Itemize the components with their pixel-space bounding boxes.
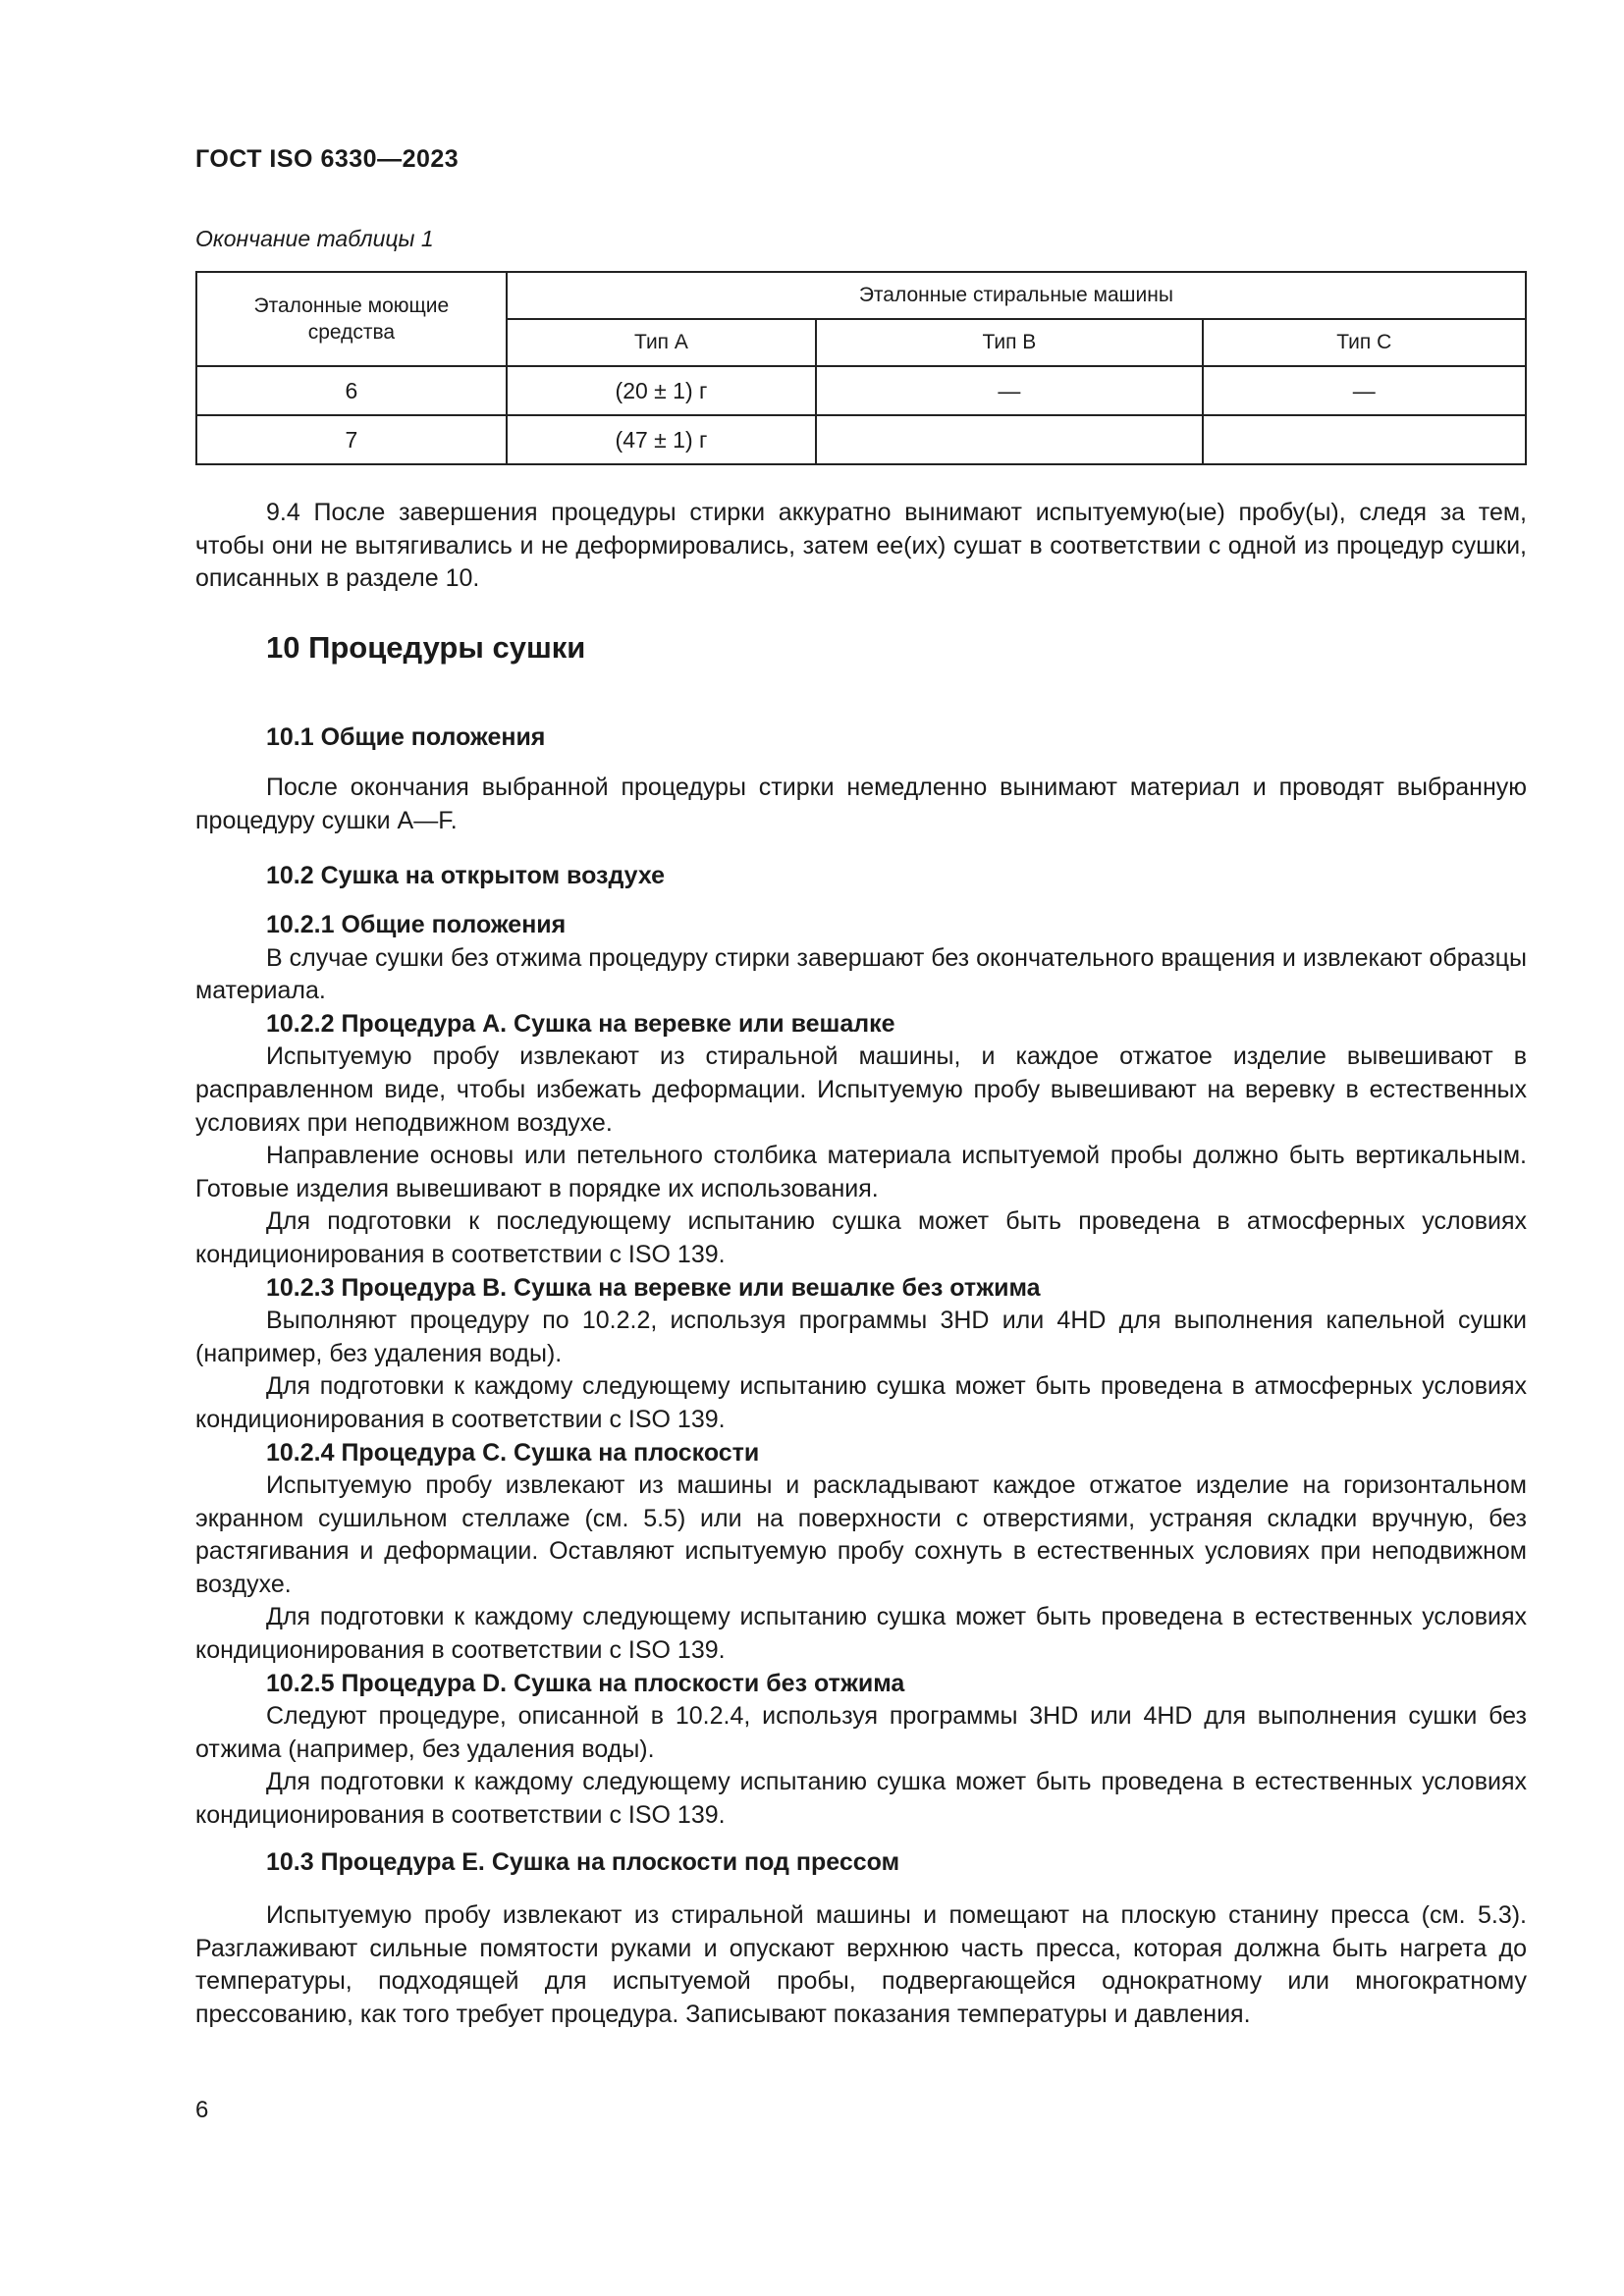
table-row [196,415,1526,464]
text-10-2-3-p2: Для подготовки к каждому следующему испытанию сушка может быть проведена в атмосферных условиях кондиционирования в соответствии с ISO 139. [195,1372,1527,1433]
table-cell-detergent: 7 [196,415,507,464]
subsection-10-1-heading: 10.1 Общие положения [266,723,546,751]
document-header: ГОСТ ISO 6330—2023 [195,145,460,173]
heading-10-2-2: 10.2.2 Процедура А. Сушка на веревке или вешалке [266,1009,895,1038]
paragraph-9-4: 9.4 После завершения процедуры стирки аккуратно вынимают испытуемую(ые) пробу(ы), следя за тем, чтобы они не вытягивались и не деформировались, затем ее(их) сушат в соответствии с одной из процедур сушки, описанных в разделе 10. [195,499,1527,593]
table-header-type-b: Тип В [816,319,1202,366]
table-cell-type-c: — [1203,366,1526,415]
subsection-10-3-text: Испытуемую пробу извлекают из стиральной машины и помещают на плоскую станину пресса (см. 5.3). Разглаживают сильные помятости руками и опускают верхнюю часть пресса, которая должна быть нагрета до температуры, подходящей для испытуемой пробы, подвергающейся однократному или многократному прессованию, как того требует процедура. Записывают показания температуры и давления. [195,1901,1527,2028]
text-10-2-1: В случае сушки без отжима процедуру стирки завершают без окончательного вращения и извлекают образцы материала. [195,943,1527,1005]
subsection-10-2-heading: 10.2 Сушка на открытом воздухе [266,862,666,889]
table-header-machines: Эталонные стиральные машины [507,272,1526,319]
heading-10-2-3: 10.2.3 Процедура В. Сушка на веревке или вешалке без отжима [266,1273,1041,1302]
subsection-10-3-heading: 10.3 Процедура Е. Сушка на плоскости под прессом [266,1848,900,1876]
text-10-2-4-p1: Испытуемую пробу извлекают из машины и раскладывают каждое отжатое изделие на горизонтальном экранном сушильном стеллаже (см. 5.5) или на поверхности с отверстиями, устраняя складки вручную, без растягивания и деформации. Оставляют испытуемую пробу сохнуть в естественных условиях при неподвижном воздухе. [195,1471,1527,1598]
text-10-2-2-p1: Испытуемую пробу извлекают из стиральной машины, и каждое отжатое изделие вывешивают в расправленном виде, чтобы избежать деформации. Испытуемую пробу вывешивают на веревку в естественных условиях при неподвижном воздухе. [195,1042,1527,1137]
heading-10-2-5: 10.2.5 Процедура D. Сушка на плоскости без отжима [266,1669,905,1697]
subsection-10-2-body [195,909,1527,1833]
text-10-2-2-p3: Для подготовки к последующему испытанию сушка может быть проведена в атмосферных условиях кондиционирования в соответствии с ISO 139. [195,1207,1527,1268]
table-cell-type-a: (47 ± 1) г [507,415,816,464]
table-caption: Окончание таблицы 1 [195,226,434,251]
table-header-type-a: Тип А [507,319,816,366]
text-10-2-5-p2: Для подготовки к каждому следующему испытанию сушка может быть проведена в естественных условиях кондиционирования в соответствии с ISO 139. [195,1768,1527,1830]
subsection-10-1-text: После окончания выбранной процедуры стирки немедленно вынимают материал и проводят выбранную процедуру сушки А—F. [195,774,1527,834]
table-cell-detergent: 6 [196,366,507,415]
table-cell-type-c [1203,415,1526,464]
table-cell-type-b: — [816,366,1202,415]
text-10-2-2-p2: Направление основы или петельного столбика материала испытуемой пробы должно быть вертикальным. Готовые изделия вывешивают в порядке их использования. [195,1142,1527,1202]
table-cell-type-b [816,415,1202,464]
text-10-2-3-p1: Выполняют процедуру по 10.2.2, используя программы 3HD или 4HD для выполнения капельной сушки (например, без удаления воды). [195,1307,1527,1367]
table-cell-type-a: (20 ± 1) г [507,366,816,415]
page-number: 6 [195,2097,209,2123]
reference-table [195,271,1527,465]
heading-10-2-1: 10.2.1 Общие положения [266,911,567,938]
text-10-2-4-p2: Для подготовки к каждому следующему испытанию сушка может быть проведена в естественных условиях кондиционирования в соответствии с ISO 139. [195,1603,1527,1665]
heading-10-2-4: 10.2.4 Процедура С. Сушка на плоскости [266,1438,760,1467]
text-10-2-5-p1: Следуют процедуре, описанной в 10.2.4, используя программы 3HD или 4HD для выполнения сушки без отжима (например, без удаления воды). [195,1702,1527,1763]
table-row [196,366,1526,415]
table-header-detergents: Эталонные моющие средства [196,272,507,366]
table-header-type-c: Тип С [1203,319,1526,366]
section-10-title: 10 Процедуры сушки [266,630,586,665]
